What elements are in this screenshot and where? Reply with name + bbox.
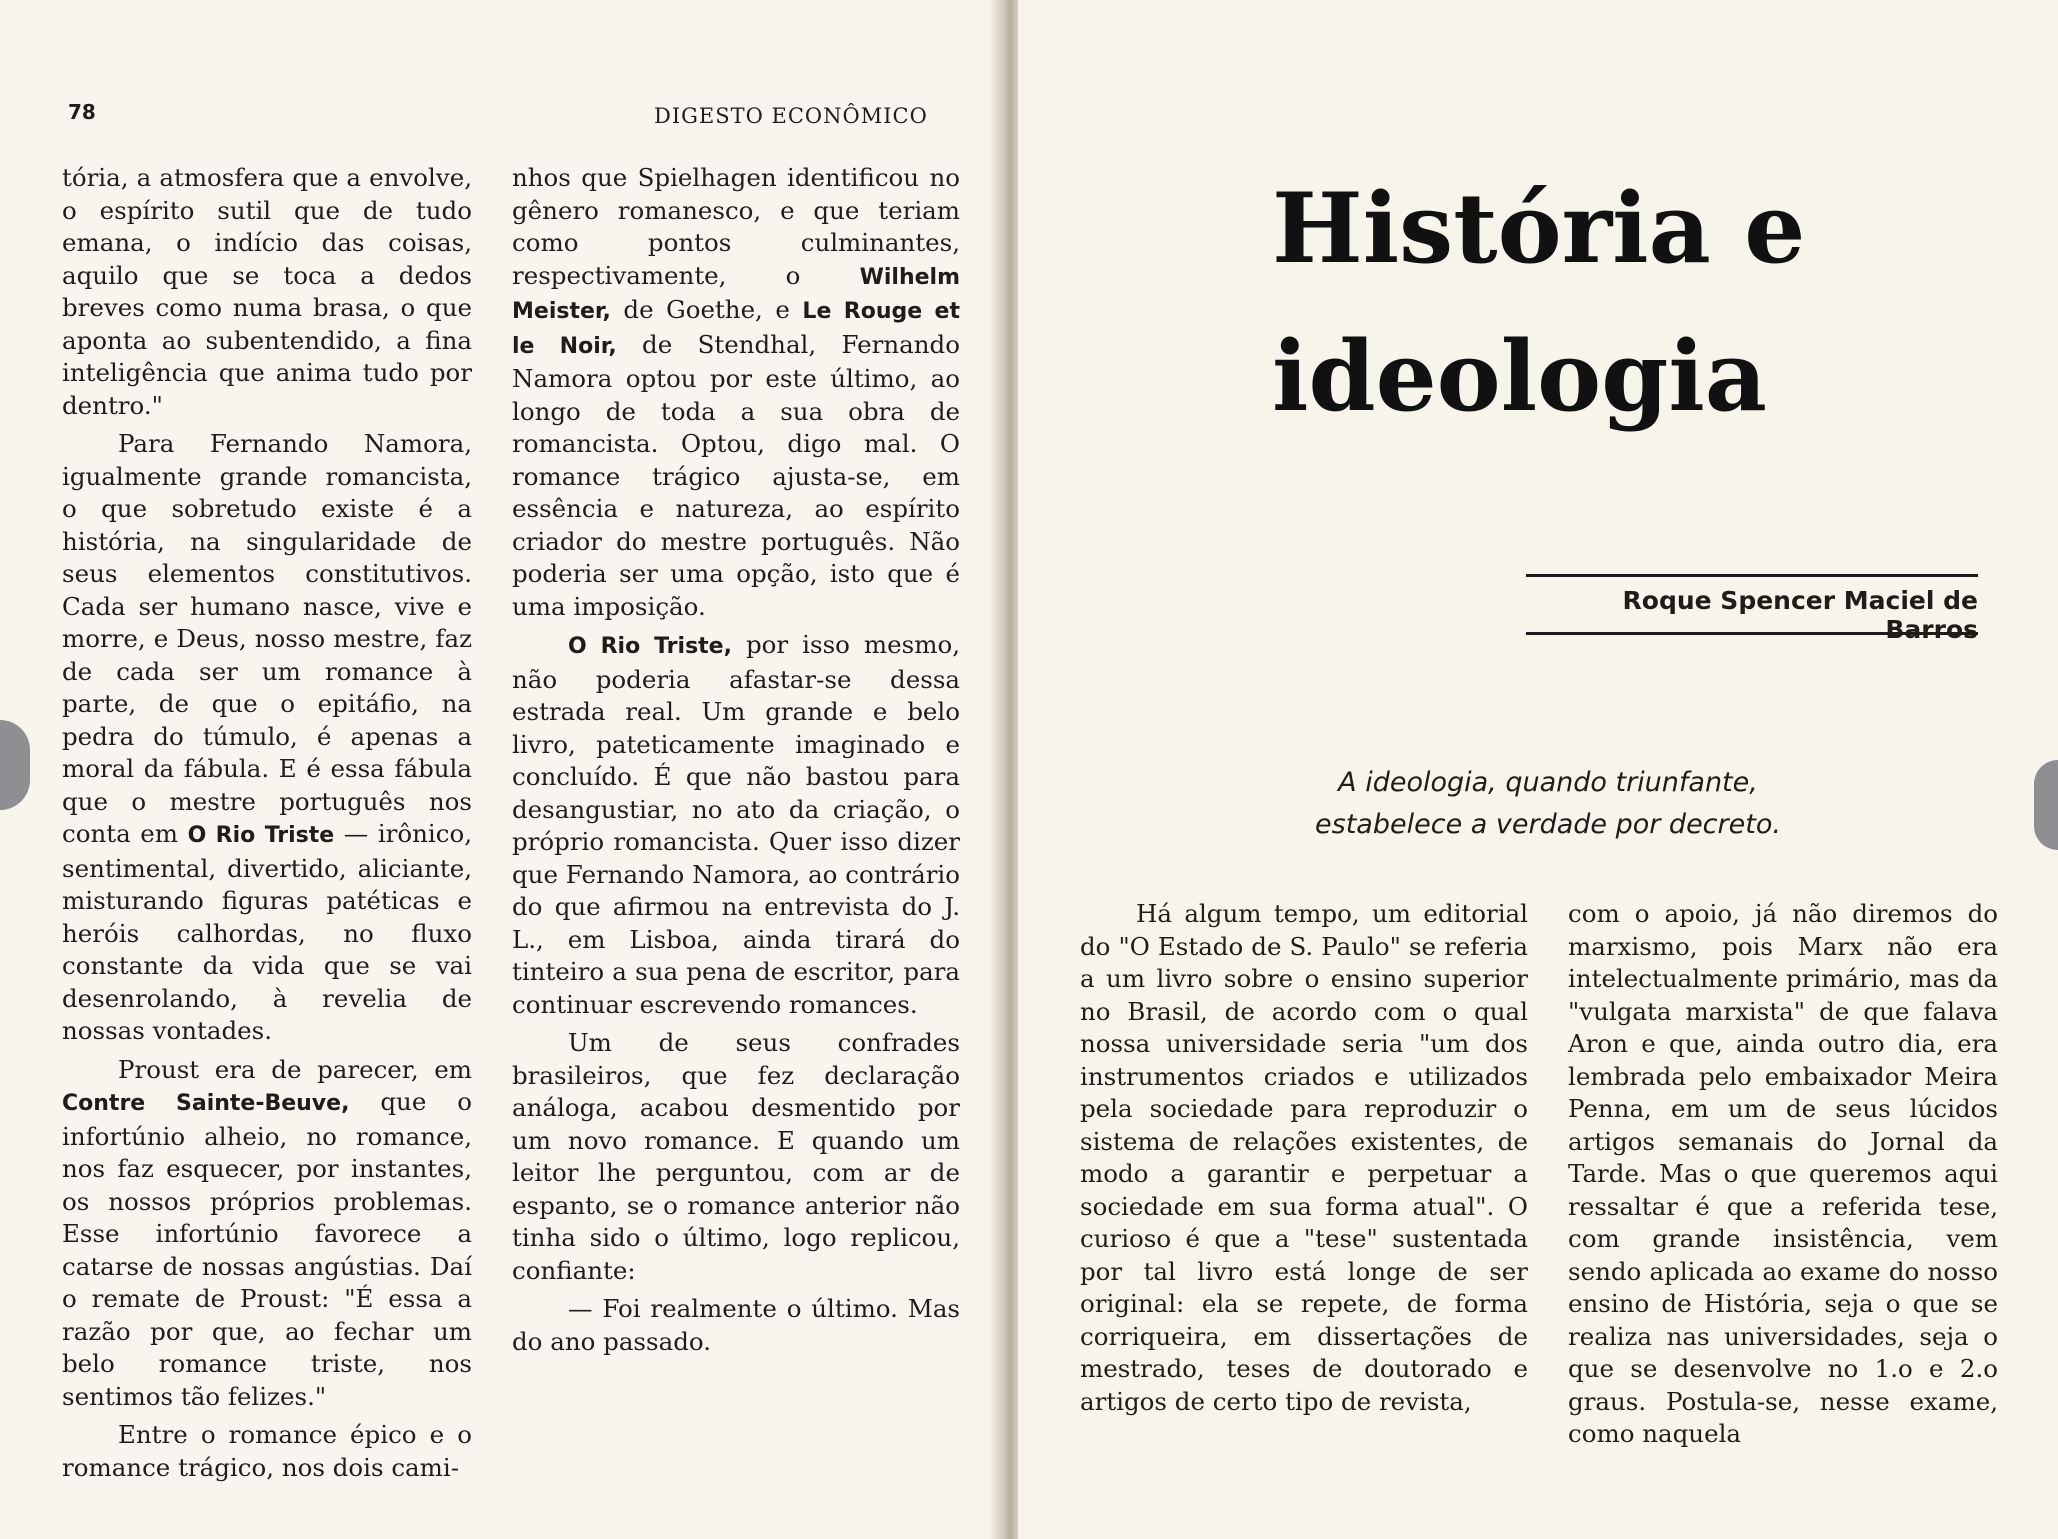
paragraph: Um de seus confrades brasileiros, que fez declaração análoga, acabou desmentido por um novo romance. E quando um leitor lhe perguntou, com ar de espanto, se o romance anterior não tinha sido o último, logo replicou, confiante: — [512, 1028, 960, 1285]
title-line: História e — [1272, 172, 1806, 285]
paragraph: Há algum tempo, um editorial do "O Estado de S. Paulo" se referia a um livro sobre o ensino superior no Brasil, de acordo com o qual nossa universidade seria "um dos instrumentos criados e utilizados pela sociedade para reproduzir o sistema de relações existentes, de modo a garantir e perpetuar a sociedade em sua forma atual". O curioso é que a "tese" sustentada por tal livro está longe de ser original: ela se repete, de forma corriqueira, em dissertações de mestrado, teses de doutorado e artigos de certo tipo de revista, — [1080, 899, 1528, 1416]
epigraph-line: estabelece a verdade por decreto. — [1315, 809, 1781, 840]
article-title — [1272, 155, 1832, 451]
paragraph-text: — irônico, sentimental, divertido, aliciante, misturando figuras patéticas e heróis calhordas, no fluxo constante da vida que se vai desenrolando, à revelia de nossas vontades. — [62, 819, 472, 1045]
running-head: DIGESTO ECONÔMICO — [654, 104, 928, 128]
paragraph-text: que o infortúnio alheio, no romance, nos faz esquecer, por instantes, os nossos próprios problemas. Esse infortúnio favorece a catarse de nossas angústias. Daí o remate de Proust: "É essa a razão por que, ao fechar um belo romance triste, nos sentimos tão felizes." — [62, 1087, 472, 1411]
paragraph: com o apoio, já não diremos do marxismo, pois Marx não era intelectualmente primário, mas da "vulgata marxista" de que falava Aron e que, ainda outro dia, era lembrada pelo embaixador Meira Penna, em um de seus lúcidos artigos semanais do Jornal da Tarde. Mas o que queremos aqui ressaltar é que a referida tese, com grande insistência, vem sendo aplicada ao exame do nosso ensino de História, seja o que se realiza nas universidades, seja o que se desenvolve no 1.o e 2.o graus. Postula-se, nesse exame, como naquela — [1568, 899, 1998, 1448]
title-line: ideologia — [1272, 320, 1767, 433]
left-column-2 — [512, 162, 960, 1358]
book-title: O Rio Triste, — [568, 634, 732, 659]
right-column-1 — [1080, 898, 1528, 1418]
left-column-1 — [62, 162, 472, 1484]
book-title: Le Rouge et le Noir, — [512, 299, 960, 359]
epigraph — [1238, 762, 1858, 846]
paragraph-text: de Goethe, e — [610, 295, 803, 324]
page-tab — [0, 720, 30, 810]
right-column-2 — [1568, 898, 1998, 1451]
paragraph-text: de Stendhal, Fernando Namora optou por este último, ao longo de toda a sua obra de romancista. Optou, digo mal. O romance trágico ajusta-se, em essência e natureza, ao espírito criador do mestre português. Não poderia ser uma opção, isto que é uma imposição. — [512, 329, 960, 621]
book-title: O Rio Triste — [187, 823, 335, 848]
divider — [1526, 574, 1978, 577]
paragraph — [512, 629, 960, 1021]
paragraph-text: Para Fernando Namora, igualmente grande romancista, o que sobretudo existe é a história, na singularidade de seus elementos constitutivos. Cada ser humano nasce, vive e morre, e Deus, nosso mestre, faz de cada ser um romance à parte, de que o epitáfio, na pedra do túmulo, é apenas a moral da fábula. E é essa fábula que o mestre português nos conta em — [62, 429, 472, 848]
page-number: 78 — [68, 100, 96, 124]
paragraph: Entre o romance épico e o romance trágico, nos dois cami- — [62, 1420, 472, 1482]
article-author: Roque Spencer Maciel de Barros — [1622, 586, 1978, 644]
divider — [1526, 632, 1978, 635]
book-title: Wilhelm Meister, — [512, 264, 960, 324]
page-tab — [2034, 760, 2058, 850]
paragraph-text: por isso mesmo, não poderia afastar-se dessa estrada real. Um grande e belo livro, pateticamente imaginado e concluído. É que não bastou para desangustiar, no ato da criação, o próprio romancista. Quer isso dizer que Fernando Namora, ao contrário do que afirmou na entrevista do J. L., em Lisboa, ainda tirará do tinteiro a sua pena de escritor, para continuar escrevendo romances. — [512, 630, 960, 1019]
paragraph: — Foi realmente o último. Mas do ano passado. — [512, 1294, 960, 1356]
paragraph — [62, 1054, 472, 1414]
paragraph-text: Proust era de parecer, em — [118, 1054, 472, 1084]
paragraph — [512, 162, 960, 623]
book-title: Contre Sainte-Beuve, — [62, 1091, 350, 1116]
paragraph-text: nhos que Spielhagen identificou no gênero romanesco, e que teriam como pontos culminantes, respectivamente, o — [512, 163, 960, 290]
epigraph-line: A ideologia, quando triunfante, — [1338, 767, 1758, 798]
paragraph: tória, a atmosfera que a envolve, o espírito sutil que de tudo emana, o indício das coisas, aquilo que se toca a dedos breves como numa brasa, o que aponta ao subentendido, a fina inteligência que anima tudo por dentro." — [62, 163, 472, 420]
paragraph — [62, 428, 472, 1048]
left-page — [0, 0, 1000, 1539]
